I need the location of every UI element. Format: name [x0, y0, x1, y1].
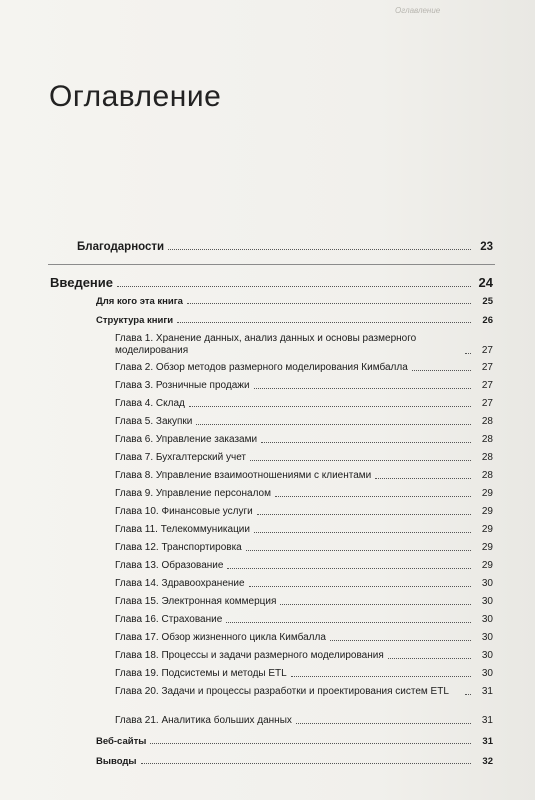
toc-entry-label: Глава 12. Транспортировка: [115, 542, 242, 553]
toc-entry-label: Глава 13. Образование: [115, 560, 224, 571]
toc-entry-label: Глава 16. Страхование: [115, 614, 223, 625]
toc-leader-dots: [189, 406, 471, 407]
toc-leader-dots: [280, 604, 471, 605]
page-title: Оглавление: [49, 80, 222, 113]
toc-leader-dots: [196, 424, 471, 425]
toc-page-number: 30: [481, 596, 493, 607]
toc-leader-dots: [291, 676, 471, 677]
toc-entry-label: Глава 14. Здравоохранение: [115, 578, 245, 589]
toc-leader-dots: [465, 353, 471, 354]
toc-page-number: 29: [481, 506, 493, 517]
toc-leader-dots: [177, 322, 471, 323]
toc-entry-label: Благодарности: [77, 241, 165, 253]
toc-page-number: 30: [481, 650, 493, 661]
toc-leader-dots: [275, 496, 471, 497]
toc-entry-label: Глава 17. Обзор жизненного цикла Кимбалла: [115, 632, 326, 643]
toc-page-number: 31: [481, 715, 493, 726]
toc-entry-label: Глава 11. Телекоммуникации: [115, 524, 250, 535]
toc-page-number: 28: [481, 452, 493, 463]
toc-entry-label: Глава 3. Розничные продажи: [115, 380, 250, 391]
toc-entry-label: Глава 8. Управление взаимоотношениями с клиентами: [115, 470, 372, 481]
toc-page-number: 27: [481, 398, 493, 409]
toc-leader-dots: [296, 723, 471, 724]
toc-leader-dots: [254, 388, 471, 389]
toc-entry-label: Для кого эта книга: [96, 296, 183, 307]
toc-page-number: 30: [481, 668, 493, 679]
toc-page-number: 27: [481, 362, 493, 373]
toc-entry-label: Глава 10. Финансовые услуги: [115, 506, 253, 517]
toc-entry-label: Глава 7. Бухгалтерский учет: [115, 452, 247, 463]
toc-entry-label: Глава 19. Подсистемы и методы ETL: [115, 668, 287, 679]
toc-page-number: 32: [482, 756, 493, 767]
toc-entry-label: Глава 9. Управление персоналом: [115, 488, 271, 499]
toc-page-number: 29: [481, 488, 493, 499]
toc-page-number: 26: [482, 315, 493, 326]
toc-entry-label: Глава 1. Хранение данных, анализ данных и основы размерного моделирования: [115, 333, 417, 356]
running-head: Оглавление: [395, 6, 441, 15]
toc-page-number: 27: [481, 380, 493, 391]
toc-page-number: 31: [481, 686, 493, 697]
toc-leader-dots: [226, 622, 471, 623]
toc-leader-dots: [141, 763, 471, 764]
toc-page-number: 29: [481, 542, 493, 553]
toc-page-number: 27: [481, 345, 493, 356]
toc-leader-dots: [227, 568, 471, 569]
toc-page-number: 28: [481, 434, 493, 445]
toc-leader-dots: [412, 370, 471, 371]
toc-page-number: 29: [481, 560, 493, 571]
toc-entry-label: Введение: [50, 275, 113, 290]
toc-page-number: 31: [482, 736, 493, 747]
toc-leader-dots: [150, 743, 471, 744]
toc-page-number: 28: [481, 470, 493, 481]
toc-entry-label: Глава 6. Управление заказами: [115, 434, 258, 445]
toc-entry-label: Выводы: [96, 756, 137, 767]
toc-entry-label: Глава 15. Электронная коммерция: [115, 596, 277, 607]
toc-entry-label: Глава 2. Обзор методов размерного моделирования Кимбалла: [115, 362, 408, 373]
toc-entry-label: Глава 18. Процессы и задачи размерного моделирования: [115, 650, 384, 661]
toc-leader-dots: [388, 658, 471, 659]
toc-leader-dots: [257, 514, 471, 515]
toc-page-number: 23: [480, 241, 493, 253]
toc-page-number: 30: [481, 632, 493, 643]
toc-entry-label: Структура книги: [96, 315, 174, 326]
toc-leader-dots: [250, 460, 471, 461]
toc-entry-label: Глава 21. Аналитика больших данных: [115, 715, 292, 726]
toc-page-number: 24: [478, 275, 493, 290]
toc-leader-dots: [465, 694, 471, 695]
toc-leader-dots: [117, 286, 471, 287]
section-divider: [48, 264, 495, 265]
toc-entry-label: Глава 5. Закупки: [115, 416, 193, 427]
toc-page-number: 25: [482, 296, 493, 307]
toc-page-number: 30: [481, 614, 493, 625]
toc-leader-dots: [246, 550, 471, 551]
toc-page-number: 30: [481, 578, 493, 589]
toc-leader-dots: [261, 442, 471, 443]
toc-entry-label: Глава 4. Склад: [115, 398, 185, 409]
toc-page-number: 28: [481, 416, 493, 427]
toc-leader-dots: [330, 640, 471, 641]
toc-leader-dots: [187, 303, 471, 304]
toc-leader-dots: [254, 532, 471, 533]
toc-entry-label: Глава 20. Задачи и процессы разработки и проектирования систем ETL: [115, 686, 449, 697]
toc-entry-label: Веб-сайты: [96, 736, 147, 747]
toc-page-number: 29: [481, 524, 493, 535]
toc-leader-dots: [168, 249, 471, 250]
toc-leader-dots: [249, 586, 471, 587]
toc-leader-dots: [375, 478, 471, 479]
